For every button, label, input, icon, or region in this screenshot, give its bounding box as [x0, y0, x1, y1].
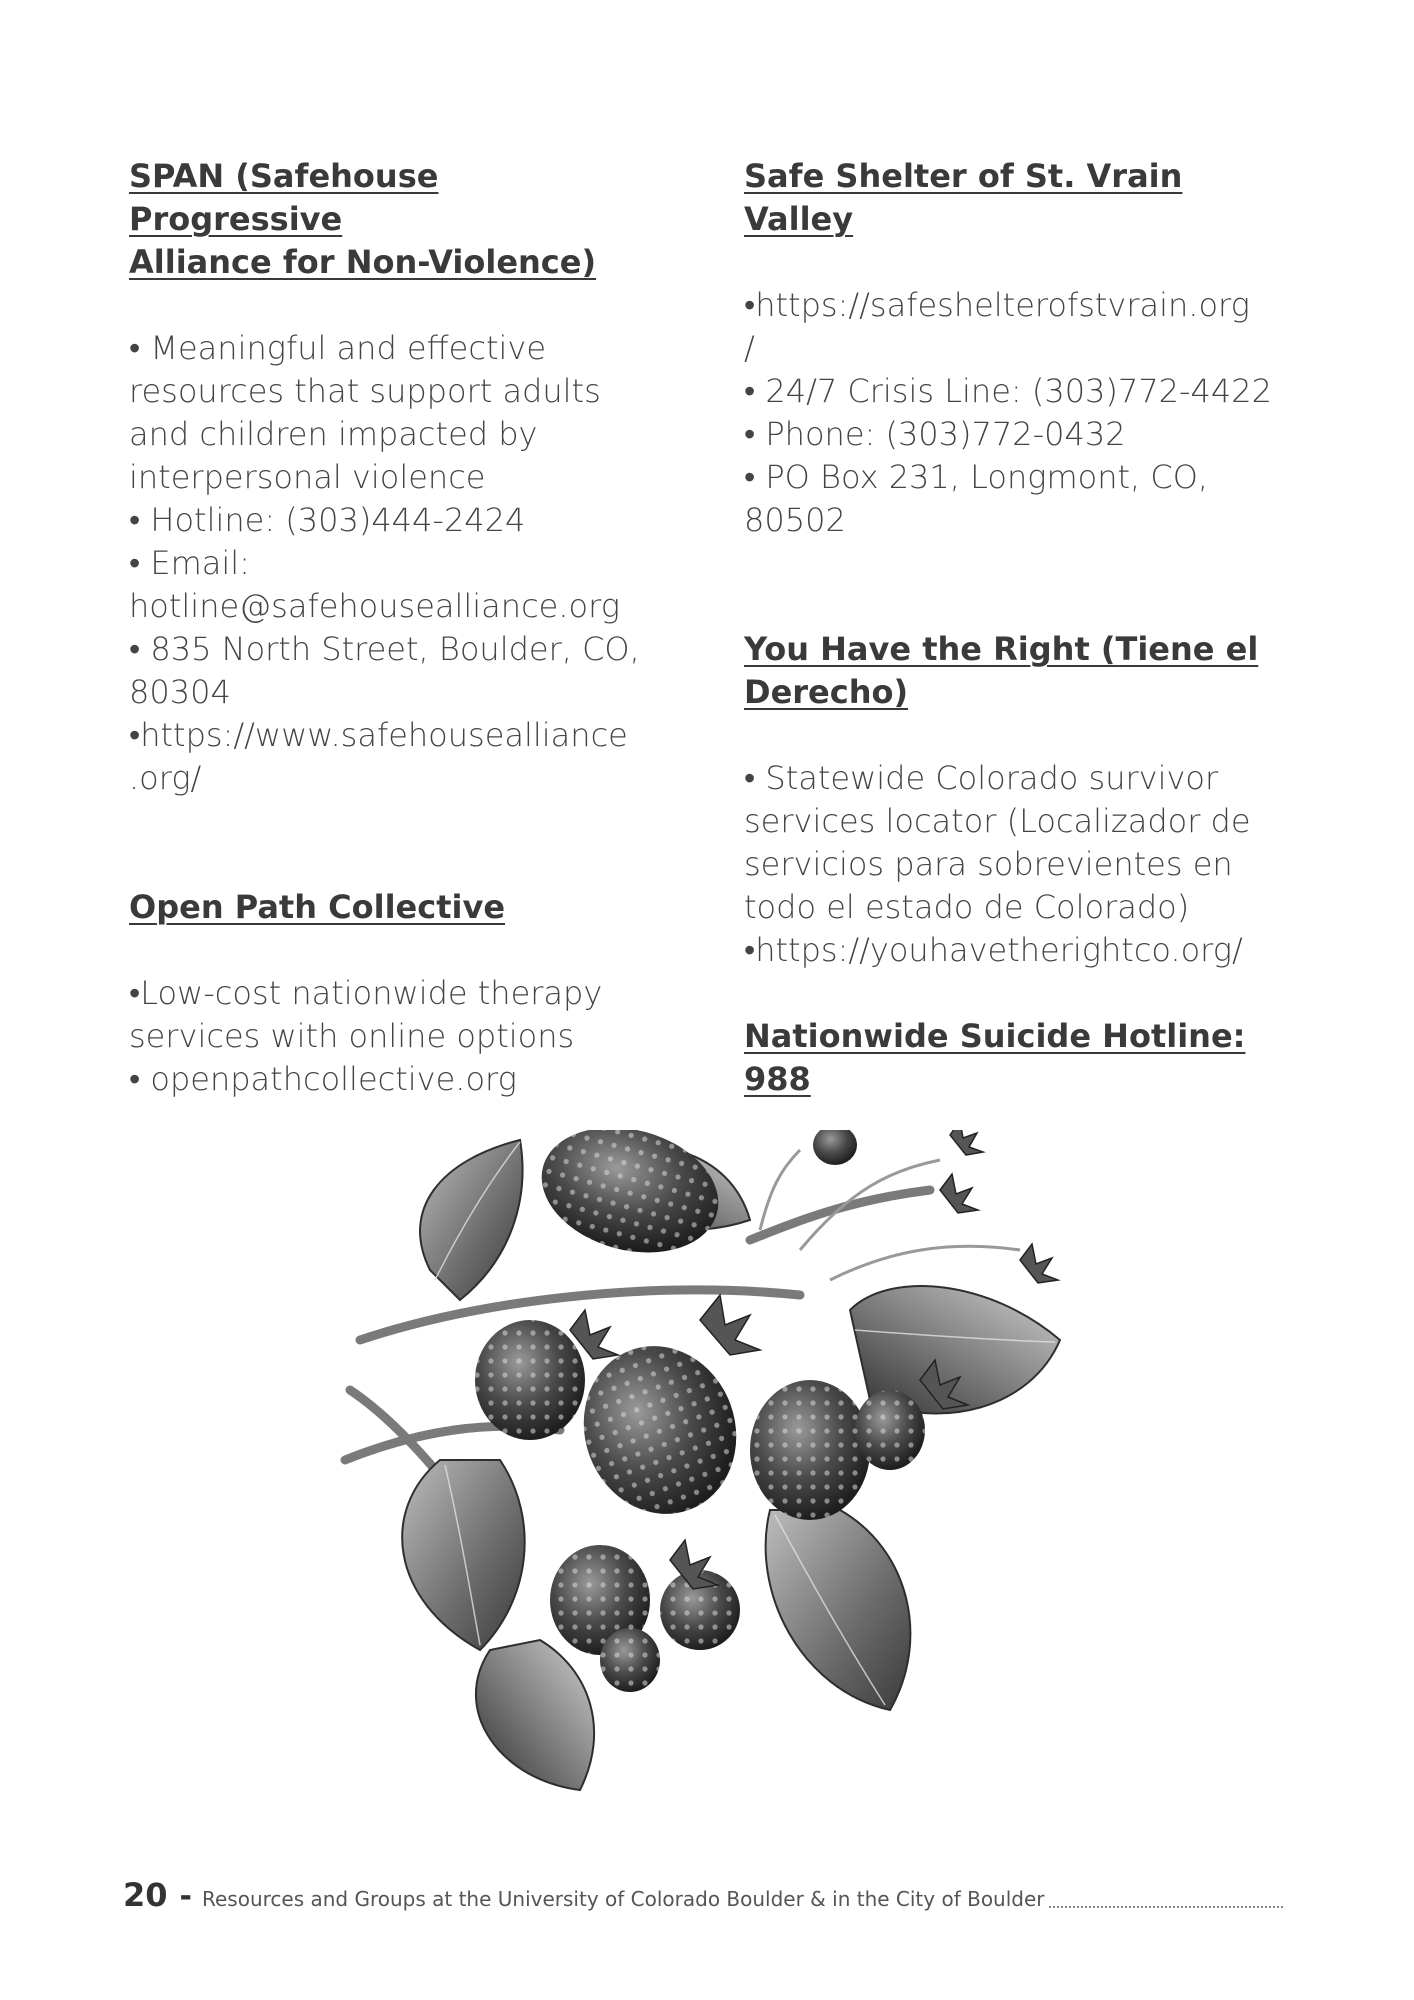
safe-shelter-website-link[interactable]: •https://safeshelterofstvrain.org [744, 286, 1250, 324]
safe-shelter-address-zip: 80502 [744, 501, 846, 539]
span-email-label: • Email: [129, 544, 250, 582]
open-path-website-link[interactable]: • openpathcollective.org [129, 1060, 517, 1098]
safe-shelter-website-link-cont[interactable]: / [744, 329, 755, 367]
safe-shelter-address: • PO Box 231, Longmont, CO, [744, 458, 1209, 496]
left-column [129, 155, 659, 1101]
suicide-hotline-section [744, 1015, 1274, 1101]
span-website-link[interactable]: •https://www.safehousealliance [129, 716, 628, 754]
you-have-right-line: servicios para sobrevientes en [744, 845, 1233, 883]
span-address-zip: 80304 [129, 673, 231, 711]
span-website-link-cont[interactable]: .org/ [129, 759, 202, 797]
page-footer [123, 1876, 1283, 1916]
you-have-right-website-link[interactable]: •https://youhavetherightco.org/ [744, 931, 1243, 969]
span-hotline: • Hotline: (303)444-2424 [129, 501, 526, 539]
span-section [129, 155, 659, 800]
span-line: resources that support adults [129, 372, 601, 410]
safe-shelter-heading: Safe Shelter of St. Vrain Valley [744, 157, 1183, 238]
footer-separator: - [179, 1879, 192, 1914]
open-path-line: services with online options [129, 1017, 575, 1055]
span-line: • Meaningful and effective [129, 329, 546, 367]
safe-shelter-phone: • Phone: (303)772-0432 [744, 415, 1126, 453]
you-have-right-heading: You Have the Right (Tiene el [744, 630, 1259, 668]
safe-shelter-crisis-line: • 24/7 Crisis Line: (303)772-4422 [744, 372, 1272, 410]
you-have-right-line: todo el estado de Colorado) [744, 888, 1190, 926]
suicide-hotline-number: 988 [744, 1060, 811, 1098]
you-have-right-line: services locator (Localizador de [744, 802, 1251, 840]
span-heading: SPAN (Safehouse Progressive [129, 157, 439, 238]
span-email-link[interactable]: hotline@safehousealliance.org [129, 587, 620, 625]
span-line: and children impacted by [129, 415, 538, 453]
span-line: interpersonal violence [129, 458, 486, 496]
open-path-line: •Low-cost nationwide therapy [129, 974, 603, 1012]
footer-dotted-leader [1049, 1905, 1283, 1908]
strawberry-illustration [330, 1130, 1100, 1810]
right-column [744, 155, 1274, 1101]
you-have-right-line: • Statewide Colorado survivor [744, 759, 1219, 797]
footer-text: Resources and Groups at the University of Colorado Boulder & in the City of Boulder [201, 1887, 1045, 1911]
page-number: 20 [123, 1876, 168, 1914]
suicide-hotline-heading: Nationwide Suicide Hotline: [744, 1017, 1246, 1055]
span-address: • 835 North Street, Boulder, CO, [129, 630, 640, 668]
open-path-section [129, 886, 659, 1101]
you-have-right-section [744, 628, 1274, 972]
span-heading-cont: Alliance for Non-Violence) [129, 243, 597, 281]
safe-shelter-section [744, 155, 1274, 542]
open-path-heading: Open Path Collective [129, 888, 506, 926]
you-have-right-heading-cont: Derecho) [744, 673, 909, 711]
